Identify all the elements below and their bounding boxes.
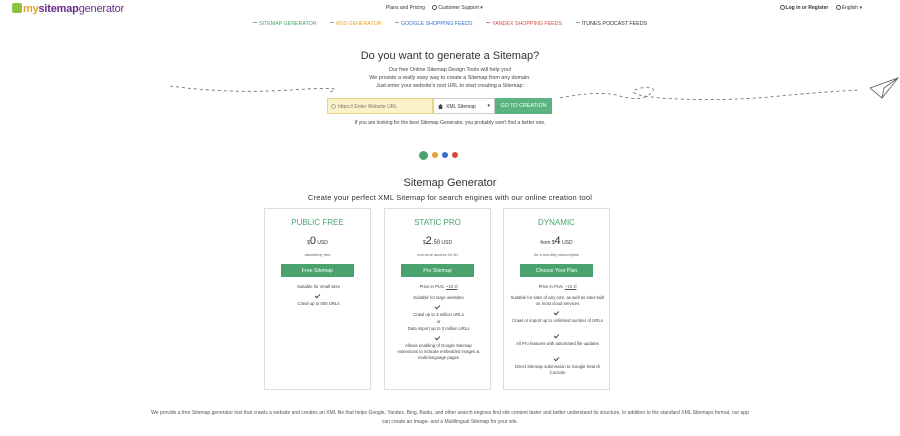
nav-item-sitemap-generator[interactable]: SITEMAP GENERATOR <box>253 17 317 27</box>
login-link[interactable]: Log in or Register <box>780 5 829 11</box>
nav-item-google-shopping[interactable]: GOOGLE SHOPPING FEEDS <box>395 17 473 27</box>
hero-line-1: Our free Online Sitemap Design Tools will help you! <box>388 67 512 73</box>
section-title: Sitemap Generator <box>403 177 497 189</box>
check-icon <box>315 293 321 299</box>
price-in-pln: Price in PLN: ~16 zł <box>538 284 577 289</box>
footer-description: We provide a free Sitemap generator tool that crawls a website and creates an XML file that helps Google, Yandex, Bing, Baidu, and other search engines find site content faster and better understand its structure. In addition to the standard XML Sitemaps format, our app can create an Image- and a Multilingual Sitemap for your site. <box>151 410 749 425</box>
dash-icon <box>330 22 334 23</box>
check-icon <box>435 304 441 310</box>
hero-note: If you are looking for the best Sitemap Generator, you probably won't find a better one. <box>354 120 546 126</box>
plan-feature: All Pro features with automated file updates <box>516 341 599 346</box>
plans-pricing-link[interactable]: Plans and Pricing <box>386 5 425 11</box>
logo-icon <box>12 3 22 13</box>
globe-icon <box>836 5 841 10</box>
plan-feature: Data import up to 3 million URLs <box>407 326 470 331</box>
sitemap-type-select[interactable]: XML Sitemap ▾ <box>433 98 495 114</box>
plan-feature: Crawl or import up to unlimited number of URLs <box>512 318 603 323</box>
plan-title: DYNAMIC <box>538 218 575 227</box>
top-center-links <box>386 5 489 11</box>
carousel-dot[interactable] <box>452 152 458 158</box>
plan-title: PUBLIC FREE <box>291 218 344 227</box>
top-bar <box>0 0 900 16</box>
hero-line-3: Just enter your website's root URL to start creating a Sitemap: <box>376 83 524 89</box>
plan-card-free <box>264 208 371 390</box>
plan-price: from $4 USD <box>540 235 573 247</box>
plan-feature: Crawl up to 500 URLs <box>297 301 340 306</box>
carousel-dot[interactable] <box>442 152 448 158</box>
nav-item-itunes-podcast[interactable]: ITUNES PODCAST FEEDS <box>576 17 648 27</box>
plan-price: $2.50 USD <box>422 235 453 247</box>
plan-card-dynamic <box>503 208 610 390</box>
carousel-dot[interactable] <box>432 152 438 158</box>
nav-item-yandex-shopping[interactable]: YANDEX SHOPPING FEEDS <box>486 17 562 27</box>
plan-feature: Crawl up to 3 million URLs <box>413 312 464 317</box>
check-icon <box>435 335 441 341</box>
plan-note: one-time access for 6h <box>417 252 458 257</box>
home-icon <box>438 104 443 109</box>
pro-sitemap-button[interactable]: Pro Sitemap <box>401 264 474 277</box>
plan-note: for a monthly subscription <box>533 252 580 257</box>
plan-card-static-pro <box>384 208 491 390</box>
check-icon <box>554 310 560 316</box>
choose-plan-button[interactable]: Choose Your Plan <box>520 264 593 277</box>
gear-icon <box>432 5 437 10</box>
carousel-dot[interactable] <box>419 151 428 160</box>
nav-item-rss-generator[interactable]: RSS GENERATOR <box>330 17 381 27</box>
url-input[interactable]: https:// Enter Website URL <box>327 98 433 114</box>
plan-feature: Direct Sitemap submission to Google Search Console <box>514 364 601 375</box>
plan-feature: or <box>436 319 441 324</box>
hero-title: Do you want to generate a Sitemap? <box>360 50 540 62</box>
chevron-down-icon: ▾ <box>487 103 490 109</box>
hero-line-2: We provide a really easy way to create a Sitemap from any domain. <box>369 75 531 81</box>
site-logo[interactable]: mysitemapgenerator <box>12 3 124 15</box>
user-icon <box>780 5 785 10</box>
go-to-creation-button[interactable]: GO TO CREATION <box>495 98 552 114</box>
plan-title: STATIC PRO <box>414 218 461 227</box>
dash-icon <box>486 22 490 23</box>
dash-icon <box>576 22 580 23</box>
customer-support-menu[interactable]: Customer Support ▾ <box>432 5 482 11</box>
check-icon <box>554 356 560 362</box>
plan-feature: Suitable for large websites <box>413 295 464 300</box>
language-select[interactable]: English ▾ <box>836 5 862 11</box>
link-icon <box>331 104 336 109</box>
price-in-pln: Price in PLN: ~10 zł <box>419 284 458 289</box>
plan-feature: Allows enabling of Google Sitemap extensions to indicate embedded images & multi-language pages <box>397 343 480 360</box>
dash-icon <box>395 22 399 23</box>
check-icon <box>554 333 560 339</box>
plan-feature: Suitable for sites of any size, as well as sites built on most cloud services <box>510 295 605 306</box>
product-nav <box>0 17 900 31</box>
plan-note: absolutely free <box>304 252 331 257</box>
section-subtitle: Create your perfect XML Sitemap for search engines with our online creation tool <box>307 193 593 202</box>
top-right-links <box>774 5 862 11</box>
free-sitemap-button[interactable]: Free Sitemap <box>281 264 354 277</box>
dash-icon <box>253 22 257 23</box>
plan-feature: Suitable for small sites <box>297 284 340 289</box>
plan-price: $0 USD <box>307 235 328 247</box>
